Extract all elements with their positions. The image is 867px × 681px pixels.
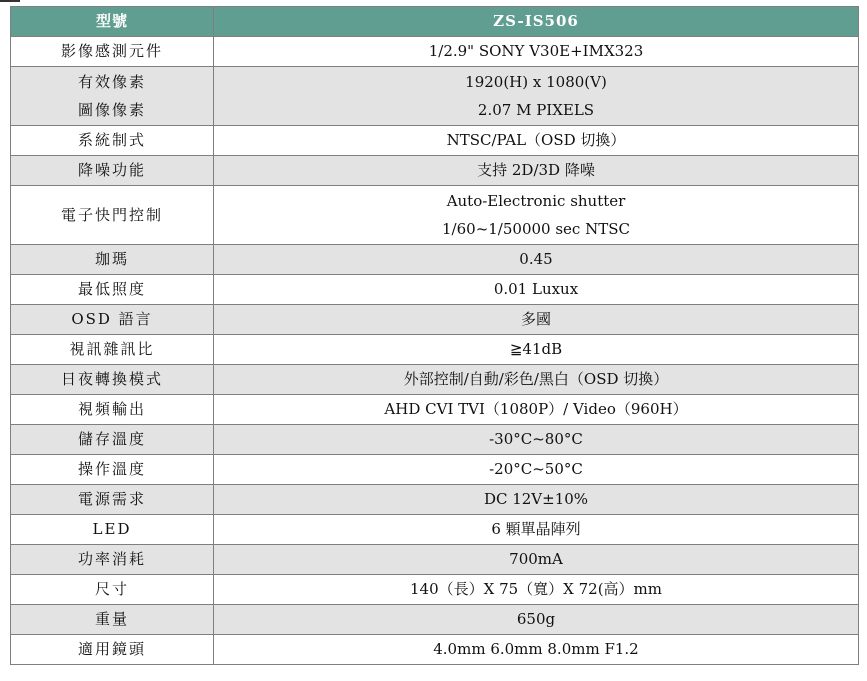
- spec-value-text: 650g: [516, 610, 556, 629]
- spec-header-row: [11, 7, 859, 37]
- spec-row-power-consumption: [11, 545, 859, 575]
- spec-value-text: -20°C~50°C: [489, 460, 583, 479]
- spec-label: [11, 605, 214, 635]
- spec-label: [11, 395, 214, 425]
- spec-label-text: 有效像素: [77, 72, 146, 91]
- spec-label: [11, 305, 214, 335]
- spec-table: [10, 6, 859, 665]
- spec-label-text: 視訊雜訊比: [69, 340, 155, 359]
- spec-label: [11, 575, 214, 605]
- spec-value-text: 多國: [520, 310, 551, 329]
- spec-label-text: 珈瑪: [94, 250, 129, 269]
- spec-value: [214, 545, 859, 575]
- spec-label-text: 降噪功能: [77, 161, 146, 180]
- spec-label: [11, 455, 214, 485]
- spec-label: [11, 186, 214, 245]
- spec-label-text: 影像感測元件: [60, 42, 163, 61]
- spec-value: [214, 425, 859, 455]
- spec-value: [214, 275, 859, 305]
- spec-row-operating-temp: [11, 455, 859, 485]
- spec-value: [214, 335, 859, 365]
- spec-value-text: AHD CVI TVI（1080P）/ Video（960H）: [384, 400, 688, 419]
- spec-label: [11, 515, 214, 545]
- header-label: 型號: [11, 7, 214, 37]
- spec-value: [214, 156, 859, 186]
- spec-value-text: 6 顆單晶陣列: [491, 520, 581, 539]
- spec-row-image-sensor: [11, 37, 859, 67]
- spec-value-text: 0.01 Luxux: [493, 280, 579, 299]
- spec-label-text: 日夜轉換模式: [60, 370, 163, 389]
- spec-label-text: 圖像像素: [77, 101, 146, 119]
- spec-value: [214, 485, 859, 515]
- spec-row-noise-reduction: [11, 156, 859, 186]
- spec-value: [214, 245, 859, 275]
- spec-value: [214, 126, 859, 156]
- spec-value-text: 1/2.9" SONY V30E+IMX323: [428, 42, 644, 61]
- spec-row-weight: [11, 605, 859, 635]
- spec-row-pixels: [11, 67, 859, 126]
- spec-row-shutter: [11, 186, 859, 245]
- spec-label-text: 重量: [94, 610, 129, 629]
- spec-label-text: 電源需求: [77, 490, 146, 509]
- page-corner-mark: [0, 0, 20, 2]
- spec-row-min-illumination: [11, 275, 859, 305]
- spec-value: [214, 186, 859, 245]
- spec-row-system: [11, 126, 859, 156]
- spec-label-text: 視頻輸出: [77, 400, 146, 419]
- spec-label-text: 功率消耗: [77, 550, 146, 569]
- spec-row-led: [11, 515, 859, 545]
- spec-value-text: 0.45: [519, 250, 553, 269]
- spec-value: [214, 575, 859, 605]
- spec-label-text: 電子快門控制: [60, 205, 163, 224]
- header-model: ZS-IS506: [214, 7, 859, 37]
- spec-value-text: 外部控制/自動/彩色/黑白（OSD 切換）: [403, 370, 669, 389]
- spec-row-osd-language: [11, 305, 859, 335]
- spec-value: [214, 635, 859, 665]
- spec-value-text: Auto-Electronic shutter: [446, 191, 626, 210]
- spec-label-text: 操作溫度: [77, 460, 146, 479]
- spec-label: [11, 156, 214, 186]
- spec-label: [11, 485, 214, 515]
- spec-value: [214, 605, 859, 635]
- spec-value-text: 2.07 M PIXELS: [477, 101, 595, 119]
- spec-value-text: 700mA: [509, 550, 563, 569]
- spec-value: [214, 37, 859, 67]
- spec-label: [11, 425, 214, 455]
- spec-label-text: OSD 語言: [71, 310, 153, 329]
- spec-row-lens: [11, 635, 859, 665]
- spec-value-text: DC 12V±10%: [483, 490, 589, 509]
- spec-label: [11, 37, 214, 67]
- spec-value: [214, 67, 859, 126]
- spec-label: [11, 245, 214, 275]
- spec-value-text: NTSC/PAL（OSD 切換）: [446, 131, 626, 150]
- spec-value-text: -30°C~80°C: [489, 430, 583, 449]
- spec-value-text: 4.0mm 6.0mm 8.0mm F1.2: [433, 640, 639, 659]
- spec-label: [11, 635, 214, 665]
- spec-value-text: 1/60~1/50000 sec NTSC: [442, 220, 630, 238]
- spec-value: [214, 455, 859, 485]
- spec-label-text: 儲存溫度: [77, 430, 146, 449]
- spec-row-snr: [11, 335, 859, 365]
- spec-value-text: 支持 2D/3D 降噪: [477, 161, 595, 180]
- spec-value-text: 140（長）X 75（寬）X 72(高）mm: [410, 580, 662, 599]
- spec-row-day-night: [11, 365, 859, 395]
- spec-label-text: LED: [92, 520, 132, 539]
- spec-label: [11, 67, 214, 126]
- spec-row-dimensions: [11, 575, 859, 605]
- spec-label-text: 最低照度: [77, 280, 146, 299]
- spec-value: [214, 515, 859, 545]
- spec-row-video-output: [11, 395, 859, 425]
- spec-value: [214, 395, 859, 425]
- spec-label: [11, 275, 214, 305]
- spec-label: [11, 335, 214, 365]
- spec-value: [214, 365, 859, 395]
- spec-row-power: [11, 485, 859, 515]
- spec-label: [11, 545, 214, 575]
- spec-label-text: 適用鏡頭: [77, 640, 146, 659]
- spec-label-text: 系統制式: [77, 131, 146, 150]
- spec-value-text: ≧41dB: [509, 340, 563, 359]
- spec-value-text: 1920(H) x 1080(V): [465, 72, 607, 91]
- spec-label: [11, 365, 214, 395]
- spec-value: [214, 305, 859, 335]
- spec-label-text: 尺寸: [94, 580, 129, 599]
- spec-row-gamma: [11, 245, 859, 275]
- spec-label: [11, 126, 214, 156]
- spec-row-storage-temp: [11, 425, 859, 455]
